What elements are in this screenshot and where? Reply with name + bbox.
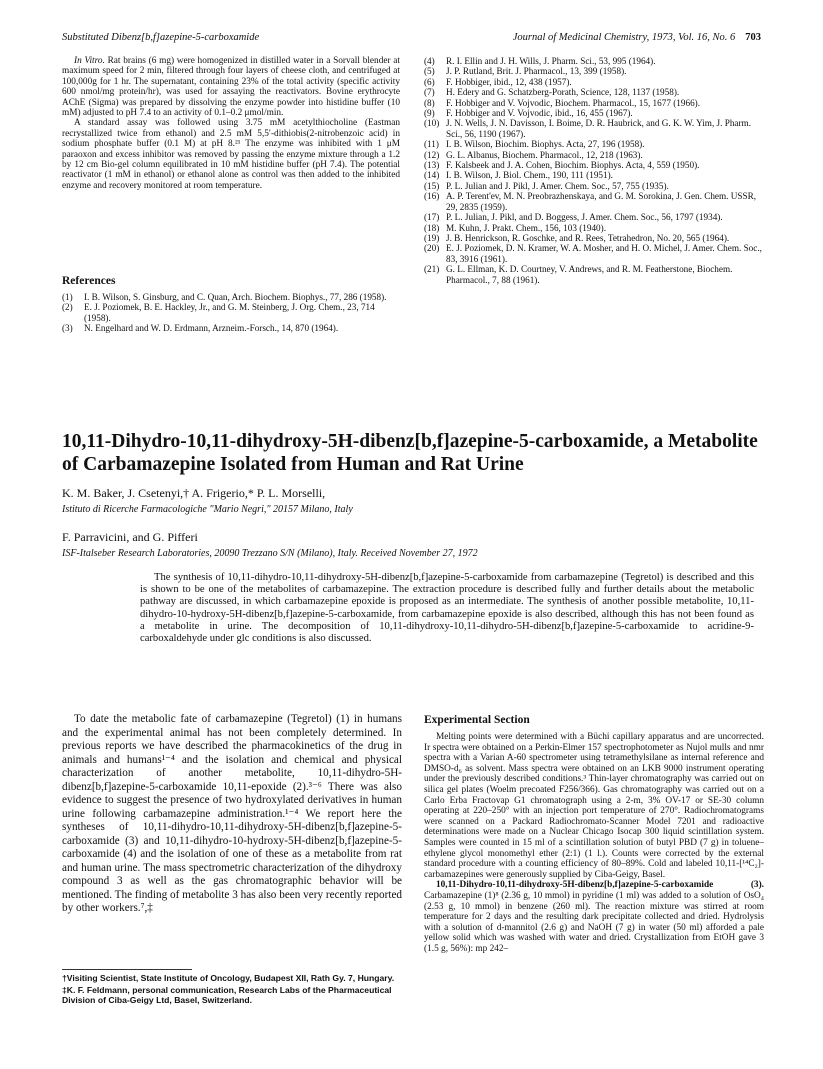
running-header-title: Substituted Dibenz[b,f]azepine-5-carboxamide (62, 32, 260, 43)
reference-item (424, 139, 764, 149)
experimental-body (424, 732, 764, 1050)
reference-item (424, 212, 764, 222)
reference-number: (5) (424, 66, 435, 77)
abstract: The synthesis of 10,11-dihydro-10,11-dihydroxy-5H-dibenz[b,f]azepine-5-carboxamide from carbamazepine (Tegretol) is described and this is shown to be one of the metabolites of carbamazepine. The extraction procedure is described fully and further details about the metabolic pathway are discussed, in which carbamazepine epoxide is proposed as an intermediate. The synthesis of another possible metabolite, 10,11-dihydro-10-hydroxy-5H-dibenz[b,f]azepine-5-carboxamide, from carbamazepine epoxide is also described, although this has not been found as a metabolite in urine. The decomposition of 10,11-dihydroxy-10,11-dihydro-5H-dibenz[b,f]azepine-5-carboxamide to acridine-9-carboxaldehyde under glc conditions is also discussed. (140, 572, 754, 645)
reference-item (62, 323, 400, 333)
reference-item (424, 191, 764, 212)
reference-number: (9) (424, 108, 435, 119)
reference-item (424, 150, 764, 160)
reference-text: F. Hobbiger, ibid., 12, 438 (1957). (446, 76, 572, 87)
reference-item (424, 223, 764, 233)
reference-item (62, 302, 400, 323)
reference-item (424, 243, 764, 264)
reference-item (424, 66, 764, 76)
reference-number: (1) (62, 292, 73, 302)
reference-number: (20) (424, 243, 440, 254)
affiliation-1: Istituto di Ricerche Farmacologiche "Mario Negri," 20157 Milano, Italy (62, 504, 353, 515)
footnote-personal-communication: ‡K. F. Feldmann, personal communication, Research Labs of the Pharmaceutical Division of Ciba-Geigy Ltd, Basel, Switzerland. (62, 985, 392, 1005)
footnote-visiting-scientist: †Visiting Scientist, State Institute of Oncology, Budapest XII, Rath Gy. 7, Hungary. (62, 973, 395, 983)
reference-item (424, 77, 764, 87)
page-number: 703 (745, 32, 761, 43)
reference-text: I. B. Wilson, Biochim. Biophys. Acta, 27, 196 (1958). (446, 139, 645, 150)
reference-text: F. Kalsbeek and J. A. Cohen, Biochim. Biophys. Acta, 4, 559 (1950). (446, 160, 700, 171)
reference-number: (10) (424, 118, 440, 129)
reference-number: (8) (424, 97, 435, 108)
in-vitro-paragraph-2: A standard assay was followed using 3.75 mM acetylthiocholine (Eastman recrystallized twice from ethanol) and 2.5 mM 5,5′-dithiobis(2-nitrobenzoic acid) in sodium phosphate buffer (0.1 M) at pH 8.²¹ The enzyme was inhibited with 1 μM paraoxon and excess inhibitor was removed by passing the enzyme mixture through a 1.2 by 12 cm Bio-gel column equilibrated in 10 mM histidine buffer (pH 7.4). The potential reactivator (1 mM in ethanol) or ethanol alone as control was then added to the inhibited enzyme and recovery monitored at room temperature. (62, 118, 400, 191)
reference-number: (17) (424, 212, 440, 223)
reference-text: F. Hobbiger and V. Vojvodic, Biochem. Pharmacol., 15, 1677 (1966). (446, 97, 701, 108)
reference-number: (15) (424, 180, 440, 191)
footnote-divider (62, 969, 192, 970)
compound-3-procedure: Carbamazepine (1)⁸ (2.36 g, 10 mmol) in pyridine (1 ml) was added to a solution of OsO₄ (2.53 g, 10 mmol) in benzene (260 ml). The reaction mixture was stirred at room temperature for 2 days and the resulting dark precipitate collected and dried. Hydrolysis with a solution of d-mannitol (2.6 g) and NaOH (7 g) in water (50 ml) afforded a pale yellow solid which was washed with water and dried. Crystallization from EtOH gave 3 (1.5 g, 56%): mp 242– (424, 890, 764, 954)
running-header-journal (513, 32, 761, 43)
affiliation-2: ISF-Italseber Research Laboratories, 20090 Trezzano S/N (Milano), Italy. Received November 27, 1972 (62, 548, 478, 559)
reference-text: I. B. Wilson, S. Ginsburg, and C. Quan, Arch. Biochem. Biophys., 77, 286 (1958). (84, 292, 387, 302)
reference-item (424, 264, 764, 285)
authors-line-1: K. M. Baker, J. Csetenyi,† A. Frigerio,* P. L. Morselli, (62, 486, 326, 500)
reference-text: E. J. Poziomek, B. E. Hackley, Jr., and G. M. Steinberg, J. Org. Chem., 23, 714 (1958). (84, 302, 375, 323)
reference-number: (14) (424, 170, 440, 181)
reference-text: J. B. Henrickson, R. Goschke, and R. Rees, Tetrahedron, No. 20, 565 (1964). (446, 232, 730, 243)
reference-text: J. P. Rutland, Brit. J. Pharmacol., 13, 399 (1958). (446, 66, 627, 77)
reference-text: P. L. Julian, J. Pikl, and D. Boggess, J. Amer. Chem. Soc., 56, 1797 (1934). (446, 212, 723, 223)
references-heading: References (62, 275, 116, 287)
article-title: 10,11-Dihydro-10,11-dihydroxy-5H-dibenz[b,f]azepine-5-carboxamide, a Metabolite of Carbamazepine Isolated from Human and Rat Urine (62, 431, 758, 475)
reference-text: F. Hobbiger and V. Vojvodic, ibid., 16, 455 (1967). (446, 108, 633, 119)
reference-item (424, 98, 764, 108)
introduction-paragraph: To date the metabolic fate of carbamazepine (Tegretol) (1) in humans and the experimental animal has not been completely determined. In previous reports we have described the pharmacokinetics of the drug in animals and humans¹⁻⁴ and the isolation and chemical and physical characterization of another metabolite, 10,11-dihydro-5H-dibenz[b,f]azepine-5-carboxamide 10,11-epoxide (2).³⁻⁶ There was also evidence to suggest the presence of two hydroxylated derivatives in human urine following carbamazepine administration.¹⁻⁴ We report here the syntheses of 10,11-dihydro-10,11-dihydroxy-5H-dibenz[b,f]azepine-5-carboxamide (3) and 10,11-dihydro-10-hydroxy-5H-dibenz[b,f]azepine-5-carboxamide (4) and the isolation of one of these as a metabolite from rat and human urine. The mass spectrometric characterization of the dihydroxy compound 3 as well as the gas chromatographic behavior will be mentioned. The finding of metabolite 3 has also been very recently reported by other workers.⁷,‡ (62, 713, 402, 914)
reference-item (424, 108, 764, 118)
reference-text: A. P. Terent'ev, M. N. Preobrazhenskaya, and G. M. Sorokina, J. Gen. Chem. USSR, 29, 2835 (1959). (446, 191, 757, 212)
reference-text: P. L. Julian and J. Pikl, J. Amer. Chem. Soc., 57, 755 (1935). (446, 180, 669, 191)
reference-item (424, 181, 764, 191)
reference-text: J. N. Wells, J. N. Davisson, I. Boime, D. R. Haubrick, and G. K. W. Yim, J. Pharm. Sci., 56, 1190 (1967). (446, 118, 751, 139)
reference-text: G. L. Ellman, K. D. Courtney, V. Andrews, and R. M. Featherstone, Biochem. Pharmacol., 7, 88 (1961). (446, 264, 733, 285)
in-vitro-paragraph-1 (62, 56, 400, 118)
reference-item (424, 118, 764, 139)
authors-line-2: F. Parravicini, and G. Pifferi (62, 530, 198, 544)
reference-item (424, 170, 764, 180)
reference-text: M. Kuhn, J. Prakt. Chem., 156, 103 (1940). (446, 222, 607, 233)
reference-number: (16) (424, 191, 440, 202)
references-list-left (62, 292, 400, 334)
experimental-paragraph-1: Melting points were determined with a Büchi capillary apparatus and are uncorrected. Ir spectra were obtained on a Perkin-Elmer 157 spectrophotometer as Nujol mulls and nmr spectra with a Varian A-60 spectrometer using tetramethylsilane as internal reference and DMSO-d₆ as solvent. Mass spectra were obtained on an LKB 9000 instrument operating under the previously described conditions.³ Thin-layer chromatography was carried out on silica gel plates (Woelm precoated F256/366). Gas chromatography was carried out on a Carlo Erba Fractovap G1 chromatograph using a 2-m, 3% OV-17 or SE-30 column operating at 220–250° with an injection port temperature of 270°. Radiochromatograms were scanned on a Packard Radiochromato-Scanner Model 7201 and radioactive determinations were made on a Nuclear Chicago Isocap 300 liquid scintillation system. Samples were counted in 15 ml of a scintillation solution of butyl PBD (7 g) in toluene–ethylene glycol monomethyl ether (2:1) (1 l.). Counts were corrected by the external standard procedure with a counting efficiency of 80–89%. Cold and labeled 10,11-[¹⁴C₂]-carbamazepines were generously supplied by Ciba-Geigy, Basel. (424, 732, 764, 880)
reference-number: (3) (62, 323, 73, 334)
reference-number: (7) (424, 87, 435, 98)
reference-number: (19) (424, 232, 440, 243)
reference-number: (11) (424, 139, 439, 150)
reference-number: (2) (62, 302, 73, 313)
reference-text: H. Edery and G. Schatzberg-Porath, Science, 128, 1137 (1958). (446, 87, 680, 98)
reference-item (424, 160, 764, 170)
references-list-right (424, 56, 764, 285)
in-vitro-text-1: Rat brains (6 mg) were homogenized in distilled water in a Sorvall blender at maximum speed for 2 min, filtered through four layers of cheese cloth, and centrifuged at 100,000g for 1 hr. The supernatant, containing 23% of the total activity (specific activity 600 nmol/mg protein/hr), was used for assaying the reactivators. Bovine erythrocyte AChE (Sigma) was prepared by dissolving the enzyme powder into histidine buffer (10 mM) adjusted to pH 7.4 to an activity of 0.1–0.2 μmol/min. (62, 56, 400, 119)
reference-number: (4) (424, 56, 435, 66)
reference-number: (6) (424, 76, 435, 87)
reference-item (424, 233, 764, 243)
experimental-heading: Experimental Section (424, 714, 530, 726)
reference-item (424, 56, 764, 66)
reference-text: G. L. Albanus, Biochem. Pharmacol., 12, 218 (1963). (446, 149, 643, 160)
footnotes (62, 973, 402, 1007)
reference-number: (18) (424, 222, 440, 233)
in-vitro-lead: In Vitro. (74, 56, 105, 66)
reference-text: N. Engelhard and W. D. Erdmann, Arzneim.-Forsch., 14, 870 (1964). (84, 323, 339, 334)
reference-number: (21) (424, 264, 440, 275)
reference-text: I. B. Wilson, J. Biol. Chem., 190, 111 (1951). (446, 170, 613, 181)
journal-citation: Journal of Medicinal Chemistry, 1973, Vol. 16, No. 6 (512, 32, 736, 43)
experimental-paragraph-2 (424, 880, 764, 954)
reference-number: (12) (424, 149, 440, 160)
in-vitro-section (62, 56, 400, 268)
reference-text: R. I. Ellin and J. H. Wills, J. Pharm. Sci., 53, 995 (1964). (446, 56, 656, 66)
reference-text: E. J. Poziomek, D. N. Kramer, W. A. Mosher, and H. O. Michel, J. Amer. Chem. Soc., 83, 3916 (1961). (446, 243, 762, 264)
compound-3-heading: 10,11-Dihydro-10,11-dihydroxy-5H-dibenz[b,f]azepine-5-carboxamide (3). (436, 880, 764, 891)
reference-item (62, 292, 400, 302)
reference-item (424, 87, 764, 97)
reference-number: (13) (424, 160, 440, 171)
